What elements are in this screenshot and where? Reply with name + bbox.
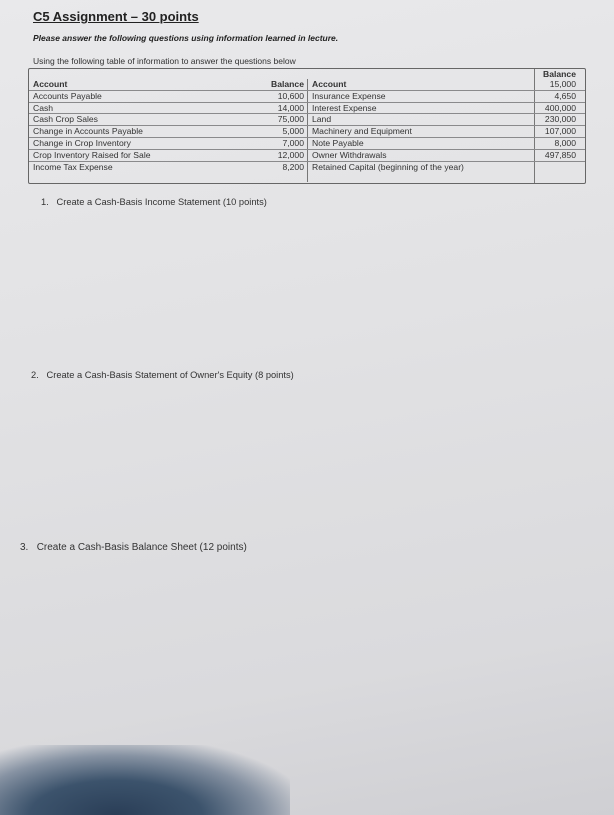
question-text: Create a Cash-Basis Statement of Owner's Equity (8 points) (46, 370, 294, 380)
account-table (28, 68, 586, 184)
account-name: Cash Crop Sales (33, 114, 98, 125)
account-balance: 400,000 (544, 102, 576, 113)
question-text: Create a Cash-Basis Income Statement (10 points) (56, 197, 267, 207)
account-name: Owner Withdrawals (312, 149, 387, 160)
account-balance: 12,000 (277, 149, 304, 160)
camera-shadow (0, 745, 290, 815)
account-name: Insurance Expense (312, 90, 386, 101)
account-balance: 14,000 (277, 102, 304, 113)
account-name: Retained Capital (beginning of the year) (312, 161, 464, 172)
right-account-header: Account (312, 79, 347, 89)
table-row (29, 91, 307, 103)
account-name: Interest Expense (312, 102, 377, 113)
account-name: Cash (33, 102, 54, 113)
account-name: Machinery and Equipment (312, 126, 412, 137)
question-number: 1. (41, 197, 49, 207)
left-table (29, 79, 307, 172)
table-row (307, 91, 585, 103)
instruction-text: Please answer the following questions using information learned in lecture. (33, 33, 339, 43)
account-balance: 7,000 (282, 137, 304, 148)
table-row (307, 150, 585, 162)
account-balance: 497,850 (544, 149, 576, 160)
question-3 (20, 542, 247, 553)
left-account-header: Account (33, 79, 68, 89)
question-number: 3. (20, 542, 29, 553)
account-balance: 75,000 (277, 114, 304, 125)
account-name: Crop Inventory Raised for Sale (33, 149, 151, 160)
account-name: Change in Accounts Payable (33, 126, 143, 137)
left-balance-header: Balance (271, 79, 304, 89)
table-row (307, 114, 585, 126)
right-balance-header-row (307, 69, 585, 79)
table-row (29, 114, 307, 126)
account-balance: 5,000 (282, 126, 304, 137)
account-balance: 4,650 (554, 90, 576, 101)
account-name: Land (312, 114, 332, 125)
account-name: Note Payable (312, 137, 364, 148)
table-row (29, 138, 307, 150)
right-table (307, 69, 585, 172)
account-balance: 15,000 (549, 79, 576, 89)
table-intro: Using the following table of information to answer the questions below (33, 56, 296, 66)
table-row (307, 103, 585, 115)
question-2 (31, 370, 294, 380)
account-balance: 10,600 (277, 90, 304, 101)
account-name: Change in Crop Inventory (33, 137, 131, 148)
table-row (29, 126, 307, 138)
table-row (307, 162, 585, 173)
table-row (29, 150, 307, 162)
question-number: 2. (31, 370, 39, 380)
assignment-title: C5 Assignment – 30 points (33, 9, 199, 24)
account-name: Income Tax Expense (33, 161, 113, 172)
right-header-row (307, 79, 585, 91)
account-balance: 230,000 (544, 114, 576, 125)
account-balance: 8,000 (554, 137, 576, 148)
account-balance: 107,000 (544, 126, 576, 137)
right-balance-header: Balance (543, 69, 576, 79)
account-name: Accounts Payable (33, 90, 102, 101)
table-row (307, 138, 585, 150)
table-row (29, 162, 307, 173)
table-row (307, 126, 585, 138)
table-row (29, 103, 307, 115)
question-1 (41, 197, 267, 207)
left-header-row (29, 79, 307, 91)
account-balance: 8,200 (282, 161, 304, 172)
question-text: Create a Cash-Basis Balance Sheet (12 points) (36, 542, 247, 553)
